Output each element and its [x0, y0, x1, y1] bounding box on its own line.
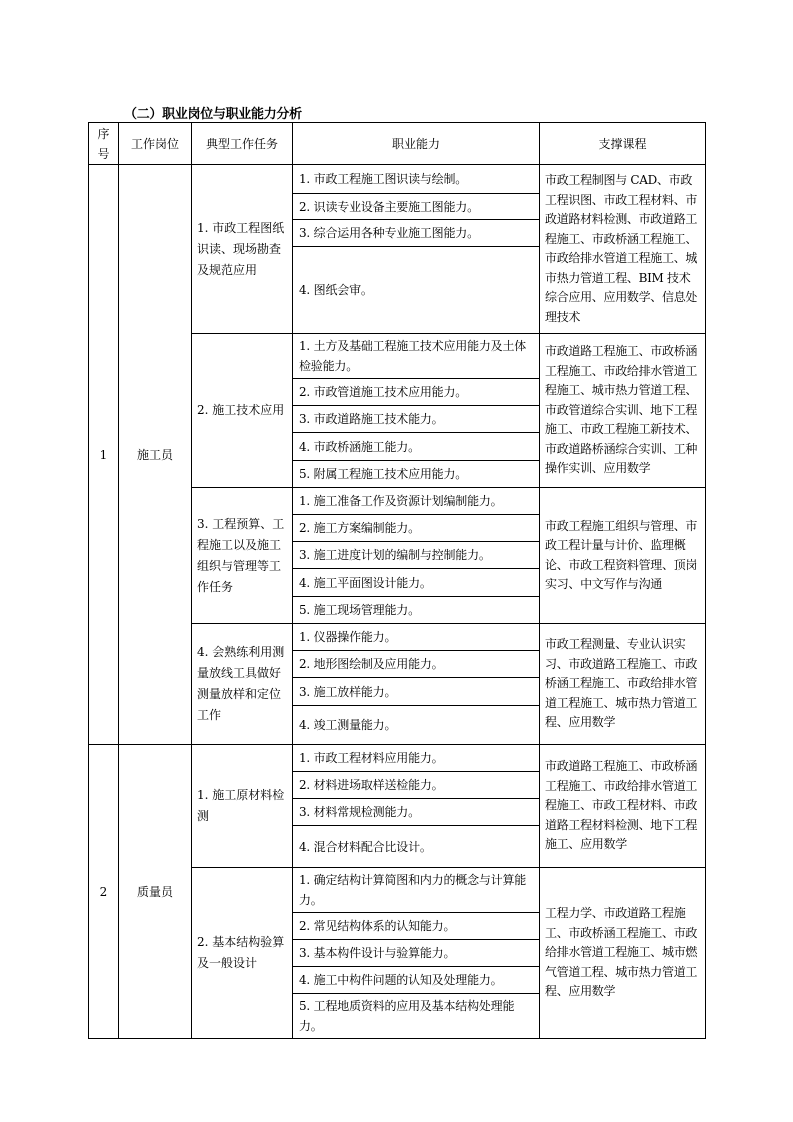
- ability-cell: 3. 施工放样能力。: [293, 678, 540, 706]
- ability-cell: 4. 图纸会审。: [293, 247, 540, 334]
- task-cell: 2. 基本结构验算及一般设计: [192, 868, 293, 1039]
- course-cell: 市政工程测量、专业认识实习、市政道路工程施工、市政桥涵工程施工、市政给排水管道工程施工、城市热力管道工程、应用数学: [540, 624, 706, 745]
- ability-cell: 2. 施工方案编制能力。: [293, 515, 540, 542]
- ability-cell: 1. 施工准备工作及资源计划编制能力。: [293, 488, 540, 515]
- course-cell: 市政工程施工组织与管理、市政工程计量与计价、监理概论、市政工程资料管理、顶岗实习、中文写作与沟通: [540, 488, 706, 624]
- course-cell: 市政道路工程施工、市政桥涵工程施工、市政给排水管道工程施工、城市热力管道工程、市政管道综合实训、地下工程施工、市政工程施工新技术、市政道路桥涵综合实训、工种操作实训、应用数学: [540, 334, 706, 488]
- task-cell: 4. 会熟练利用测量放线工具做好测量放样和定位工作: [192, 624, 293, 745]
- ability-cell: 4. 施工中构件问题的认知及处理能力。: [293, 967, 540, 994]
- ability-cell: 3. 综合运用各种专业施工图能力。: [293, 220, 540, 247]
- ability-cell: 5. 施工现场管理能力。: [293, 597, 540, 624]
- position-seq: 1: [89, 165, 119, 745]
- ability-analysis-table: [88, 122, 706, 1039]
- ability-cell: 5. 附属工程施工技术应用能力。: [293, 461, 540, 488]
- ability-cell: 3. 市政道路施工技术能力。: [293, 406, 540, 433]
- ability-cell: 3. 施工进度计划的编制与控制能力。: [293, 542, 540, 569]
- position-name: 施工员: [119, 165, 192, 745]
- ability-cell: 1. 土方及基础工程施工技术应用能力及土体检验能力。: [293, 334, 540, 379]
- ability-cell: 4. 施工平面图设计能力。: [293, 569, 540, 597]
- ability-cell: 5. 工程地质资料的应用及基本结构处理能力。: [293, 994, 540, 1039]
- position-seq: 2: [89, 745, 119, 1039]
- ability-cell: 1. 市政工程施工图识读与绘制。: [293, 165, 540, 194]
- table-row: [89, 165, 706, 194]
- ability-cell: 1. 仪器操作能力。: [293, 624, 540, 651]
- task-cell: 2. 施工技术应用: [192, 334, 293, 488]
- header-task: 典型工作任务: [192, 123, 293, 165]
- section-heading: （二）职业岗位与职业能力分析: [124, 107, 302, 122]
- ability-cell: 3. 材料常规检测能力。: [293, 799, 540, 826]
- header-position: 工作岗位: [119, 123, 192, 165]
- task-cell: 1. 市政工程图纸识读、现场勘查及规范应用: [192, 165, 293, 334]
- ability-cell: 2. 常见结构体系的认知能力。: [293, 913, 540, 940]
- table-row: [89, 745, 706, 772]
- ability-cell: 2. 识读专业设备主要施工图能力。: [293, 194, 540, 220]
- ability-cell: 1. 市政工程材料应用能力。: [293, 745, 540, 772]
- ability-cell: 2. 地形图绘制及应用能力。: [293, 651, 540, 678]
- course-cell: 市政道路工程施工、市政桥涵工程施工、市政给排水管道工程施工、市政工程材料、市政道路工程材料检测、地下工程施工、应用数学: [540, 745, 706, 868]
- header-course: 支撑课程: [540, 123, 706, 165]
- course-cell: 工程力学、市政道路工程施工、市政桥涵工程施工、市政给排水管道工程施工、城市燃气管道工程、城市热力管道工程、应用数学: [540, 868, 706, 1039]
- task-cell: 1. 施工原材料检测: [192, 745, 293, 868]
- position-name: 质量员: [119, 745, 192, 1039]
- ability-cell: 4. 市政桥涵施工能力。: [293, 433, 540, 461]
- ability-cell: 4. 竣工测量能力。: [293, 706, 540, 745]
- header-seq: 序号: [89, 123, 119, 165]
- ability-cell: 2. 材料进场取样送检能力。: [293, 772, 540, 799]
- ability-cell: 2. 市政管道施工技术应用能力。: [293, 379, 540, 406]
- header-ability: 职业能力: [293, 123, 540, 165]
- ability-cell: 1. 确定结构计算简图和内力的概念与计算能力。: [293, 868, 540, 913]
- task-cell: 3. 工程预算、工程施工以及施工组织与管理等工作任务: [192, 488, 293, 624]
- ability-cell: 4. 混合材料配合比设计。: [293, 826, 540, 868]
- ability-cell: 3. 基本构件设计与验算能力。: [293, 940, 540, 967]
- table-header-row: [89, 123, 706, 165]
- course-cell: 市政工程制图与 CAD、市政工程识图、市政工程材料、市政道路材料检测、市政道路工程施工、市政桥涵工程施工、市政给排水管道工程施工、城市热力管道工程、BIM 技术综合应用、应用数学、信息处理技术: [540, 165, 706, 334]
